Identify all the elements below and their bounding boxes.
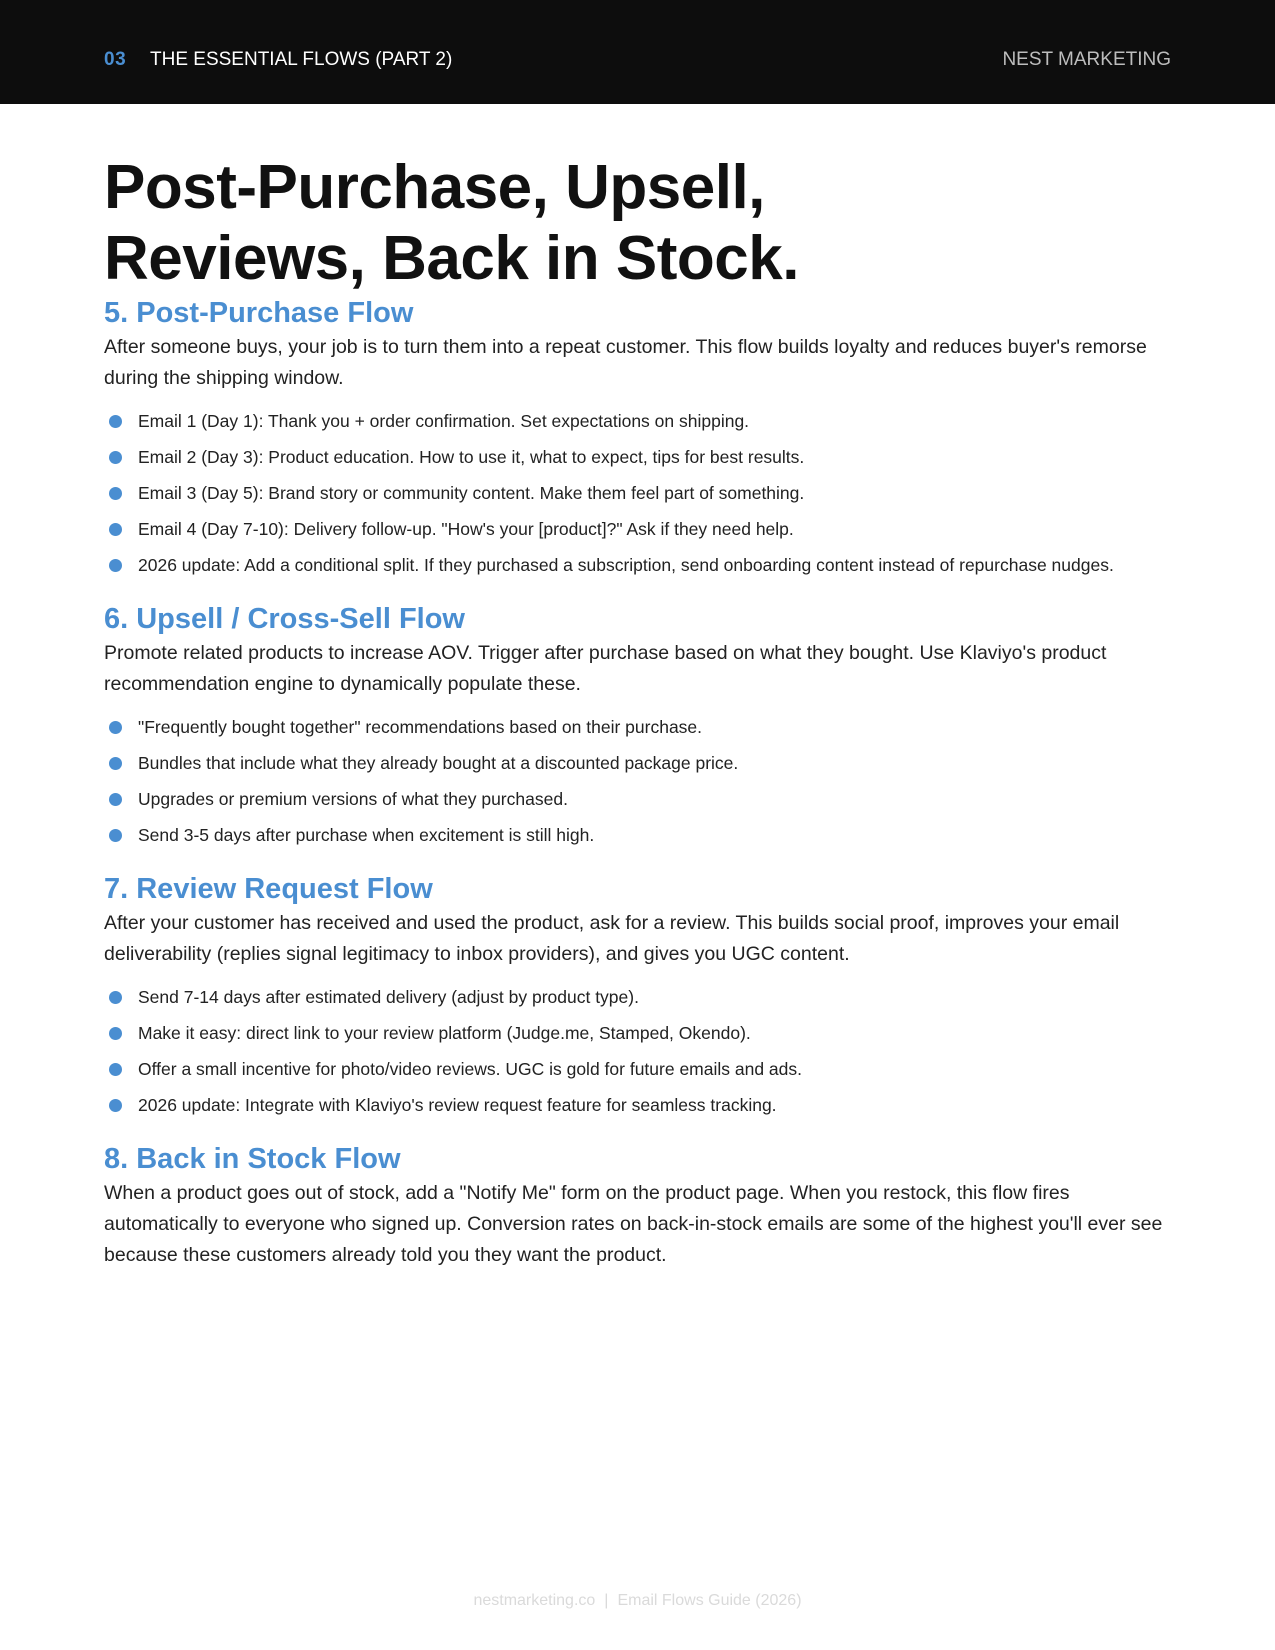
bullet-dot-icon [109, 721, 122, 734]
bullet-dot-icon [109, 991, 122, 1004]
bullet-text: Send 3-5 days after purchase when excitement is still high. [138, 825, 595, 845]
bullet-dot-icon [109, 757, 122, 770]
bullet-item [104, 478, 1174, 508]
bullet-text: Upgrades or premium versions of what they purchased. [138, 789, 568, 809]
bullet-item [104, 442, 1174, 472]
bullet-text: Email 4 (Day 7-10): Delivery follow-up. "How's your [product]?" Ask if they need help. [138, 519, 794, 539]
bullet-text: 2026 update: Integrate with Klaviyo's review request feature for seamless tracking. [138, 1095, 777, 1115]
bullet-item [104, 1054, 1174, 1084]
bullet-dot-icon [109, 523, 122, 536]
bullet-item [104, 550, 1174, 580]
section-body: After your customer has received and used the product, ask for a review. This builds social proof, improves your email deliverability (replies signal legitimacy to inbox providers), and gives you UGC content. [104, 912, 1120, 965]
bullet-item [104, 748, 1174, 778]
bullet-text: Email 2 (Day 3): Product education. How to use it, what to expect, tips for best results. [138, 447, 805, 467]
section-title: THE ESSENTIAL FLOWS (PART 2) [150, 49, 453, 70]
bullet-dot-icon [109, 487, 122, 500]
bullet-list [104, 712, 1174, 850]
bullet-item [104, 712, 1174, 742]
bullet-item [104, 982, 1174, 1012]
page-title-line-1: Post-Purchase, Upsell, [104, 153, 765, 222]
section-body: When a product goes out of stock, add a "Notify Me" form on the product page. When you restock, this flow fires automatically to everyone who signed up. Conversion rates on back-in-stock emails are some of the highest you'll ever see because these customers already told you they want the product. [104, 1182, 1163, 1266]
bullet-dot-icon [109, 1027, 122, 1040]
bullet-list [104, 982, 1174, 1120]
bullet-dot-icon [109, 451, 122, 464]
page-header [0, 0, 1275, 104]
bullet-text: "Frequently bought together" recommendations based on their purchase. [138, 717, 703, 737]
bullet-dot-icon [109, 1063, 122, 1076]
bullet-dot-icon [109, 1099, 122, 1112]
bullet-item [104, 1090, 1174, 1120]
bullet-list [104, 406, 1174, 580]
bullet-dot-icon [109, 559, 122, 572]
bullet-dot-icon [109, 793, 122, 806]
sections-container [104, 296, 1174, 1271]
bullet-dot-icon [109, 415, 122, 428]
bullet-text: Offer a small incentive for photo/video reviews. UGC is gold for future emails and ads. [138, 1059, 803, 1079]
section-heading: 6. Upsell / Cross-Sell Flow [104, 603, 465, 635]
bullet-item [104, 784, 1174, 814]
bullet-item [104, 820, 1174, 850]
bullet-text: Bundles that include what they already bought at a discounted package price. [138, 753, 739, 773]
footer-guide: Email Flows Guide (2026) [617, 1592, 802, 1609]
page-content [104, 152, 1174, 1271]
section-body: After someone buys, your job is to turn them into a repeat customer. This flow builds loyalty and reduces buyer's remorse during the shipping window. [104, 336, 1147, 389]
bullet-text: 2026 update: Add a conditional split. If they purchased a subscription, send onboarding content instead of repurchase nudges. [138, 555, 1114, 575]
bullet-text: Email 1 (Day 1): Thank you + order confirmation. Set expectations on shipping. [138, 411, 750, 431]
brand-name: NEST MARKETING [1002, 49, 1171, 70]
bullet-text: Send 7-14 days after estimated delivery (adjust by product type). [138, 987, 639, 1007]
page-title-line-2: Reviews, Back in Stock. [104, 224, 799, 293]
section-body: Promote related products to increase AOV. Trigger after purchase based on what they bought. Use Klaviyo's product recommendation engine to dynamically populate these. [104, 642, 1107, 695]
section-heading: 8. Back in Stock Flow [104, 1143, 401, 1175]
page-footer [0, 1592, 1275, 1610]
bullet-item [104, 514, 1174, 544]
bullet-text: Email 3 (Day 5): Brand story or community content. Make them feel part of something. [138, 483, 805, 503]
section-number: 03 [104, 49, 127, 70]
bullet-item [104, 406, 1174, 436]
bullet-item [104, 1018, 1174, 1048]
section-heading: 7. Review Request Flow [104, 873, 433, 905]
bullet-dot-icon [109, 829, 122, 842]
section-heading: 5. Post-Purchase Flow [104, 297, 414, 329]
bullet-text: Make it easy: direct link to your review platform (Judge.me, Stamped, Okendo). [138, 1023, 751, 1043]
page-title [104, 152, 1174, 294]
footer-site: nestmarketing.co [473, 1592, 596, 1609]
footer-separator: | [604, 1592, 609, 1609]
